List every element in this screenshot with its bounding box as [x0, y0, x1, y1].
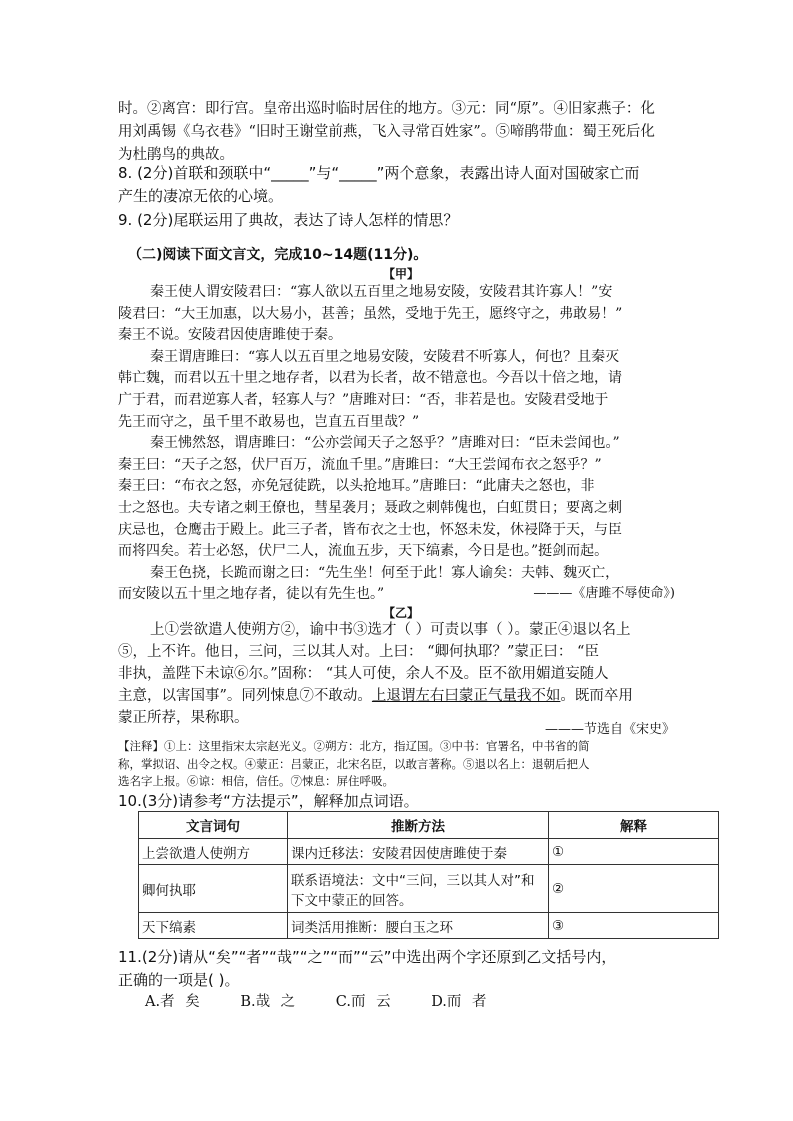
footnote-line: 称，掌拟诏、出令之权。④蒙正：吕蒙正，北宋名臣，以敢言著称。⑤退以名上：退朝后把人 [118, 756, 590, 771]
note-line-3: 为杜鹃鸟的典故。 [118, 147, 234, 163]
passage-jia-line: 秦王不说。安陵君因使唐雎使于秦。 [118, 327, 342, 344]
answer-cell[interactable]: ③ [549, 913, 719, 939]
passage-yi-line: 非执，盖陛下未谅⑥尔。”固称： “其人可使，余人不及。臣不欲用媚道妄随人 [118, 666, 609, 682]
answer-table [138, 811, 719, 939]
passage-yi-label: 【乙】 [382, 606, 419, 620]
section-2-title: （二)阅读下面文言文，完成10~14题(11分)。 [128, 247, 428, 263]
footnote-line: 选名字上报。⑥谅：相信，信任。⑦悚息：屏住呼吸。 [118, 774, 394, 788]
question-10: 10.(3分)请参考“方法提示”，解释加点词语。 [118, 792, 419, 810]
passage-jia-line: 先王而守之，虽千里不敢易也，岂直五百里哉？” [118, 413, 420, 430]
answer-cell[interactable]: ② [549, 865, 719, 913]
answer-cell[interactable]: ① [549, 839, 719, 865]
passage-jia-line: 士之怒也。夫专诸之刺王僚也，彗星袭月；聂政之刺韩傀也，白虹贯日；要离之刺 [118, 499, 622, 516]
passage-jia-line: 秦王色挠，长跪而谢之曰：“先生坐！何至于此！寡人谕矣：夫韩、魏灭亡， [150, 564, 620, 581]
table-row [139, 913, 719, 939]
passage-jia-line: 广于君，而君逆寡人者，轻寡人与？”唐雎对曰：“否，非若是也。安陵君受地于 [118, 391, 609, 408]
table-cell: 上尝欲遣人使朔方 [139, 839, 288, 865]
table-cell: 联系语境法：文中“三问，三以其人对”和下文中蒙正的回答。 [288, 865, 549, 913]
note-line-1: 时。②离宫：即行宫。皇帝出巡时临时居住的地方。③元：同“原”。④旧家燕子：化 [118, 101, 655, 117]
passage-jia-source: ———《唐雎不辱使命》) [533, 586, 675, 601]
table-cell: 课内迁移法：安陵君因使唐雎使于秦 [288, 839, 549, 865]
table-row [139, 865, 719, 913]
passage-jia-line: 秦王曰：“布衣之怒，亦免冠徒跣，以头抢地耳。”唐雎曰：“此庸夫之怒也，非 [118, 478, 595, 495]
question-11-line-2: 正确的一项是( )。 [118, 971, 240, 989]
passage-yi-line [118, 685, 678, 707]
passage-jia [118, 282, 678, 606]
note-line-2: 用刘禹锡《乌衣巷》“旧时王谢堂前燕，飞入寻常百姓家”。⑤啼鹃带血：蜀王死后化 [118, 124, 655, 140]
passage-jia-line: 庆忌也，仓鹰击于殿上。此三子者，皆布衣之士也，怀怒未发，休祲降于天，与臣 [118, 521, 622, 538]
passage-yi-line: 蒙正所荐，果称职。 [118, 710, 249, 726]
table-header-row [139, 812, 719, 839]
passage-jia-line: 秦王谓唐雎曰：“寡人以五百里之地易安陵，安陵君不听寡人，何也？且秦灭 [150, 348, 620, 365]
underlined-sentence: 上退谓左右曰蒙正气量我不如 [371, 688, 561, 704]
table-header: 推断方法 [288, 812, 549, 839]
footnote [118, 738, 688, 791]
passage-yi-line: ⑤，上不许。他日，三问，三以其人对。上曰： “卿何执耶？”蒙正曰： “臣 [118, 644, 599, 660]
option-a[interactable]: A.者 矣 [145, 994, 200, 1010]
question-11-line-1: 11.(2分)请从“矣”“者”“哉”“之”“而”“云”中选出两个字还原到乙文括号内， [118, 948, 617, 966]
table-cell: 卿何执耶 [139, 865, 288, 913]
question-11-options [145, 990, 517, 1011]
passage-jia-line: 秦王曰：“天子之怒，伏尸百万，流血千里。”唐雎曰：“大王尝闻布衣之怒乎？” [118, 456, 602, 473]
passage-jia-line: 而安陵以五十里之地存者，徒以有先生也。” [118, 586, 385, 603]
passage-jia-line: 陵君曰：“大王加惠，以大易小，甚善；虽然，受地于先王，愿终守之，弗敢易！” [118, 305, 623, 322]
passage-yi-text: 。既而卒用 [560, 688, 633, 704]
option-d[interactable]: D.而 者 [431, 994, 487, 1010]
passage-yi-text: 主意，以害国事”。同列悚息⑦不敢动。 [118, 688, 372, 704]
passage-jia-line: 而将四矣。若士必怒，伏尸二人，流血五步，天下缟素，今日是也。”挺剑而起。 [118, 543, 609, 560]
passage-yi-source: ———节选自《宋史》 [544, 722, 675, 737]
question-8-line-2: 产生的凄凉无依的心境。 [118, 187, 284, 205]
passage-jia-line: 秦王怫然怒，谓唐雎曰：“公亦尝闻天子之怒乎？”唐雎对曰：“臣未尝闻也。” [150, 435, 620, 452]
option-b[interactable]: B.哉 之 [240, 994, 296, 1010]
passage-jia-label: 【甲】 [382, 267, 419, 281]
question-8-line-1: 8. (2分)首联和颈联中“_____”与“_____”两个意象，表露出诗人面对国破家亡而 [118, 164, 640, 182]
table-header: 解释 [549, 812, 719, 839]
passage-jia-line: 秦王使人谓安陵君曰：“寡人欲以五百里之地易安陵，安陵君其许寡人！”安 [150, 284, 613, 300]
question-9: 9. (2分)尾联运用了典故，表达了诗人怎样的情思？ [118, 211, 459, 229]
passage-yi [118, 619, 678, 729]
option-c[interactable]: C.而 云 [335, 994, 391, 1010]
passage-jia-line: 韩亡魏，而君以五十里之地存者，以君为长者，故不错意也。今吾以十倍之地，请 [118, 370, 622, 387]
table-row [139, 839, 719, 865]
table-cell: 词类活用推断：腰白玉之环 [288, 913, 549, 939]
table-cell: 天下缟素 [139, 913, 288, 939]
footnote-line: 【注释】①上：这里指宋太宗赵光义。②朔方：北方，指辽国。③中书：官署名，中书省的简 [118, 739, 590, 753]
passage-yi-line: 上①尝欲遣人使朔方②，谕中书③选才（ ）可责以事（ ）。蒙正④退以名上 [150, 622, 631, 638]
table-header: 文言词句 [139, 812, 288, 839]
